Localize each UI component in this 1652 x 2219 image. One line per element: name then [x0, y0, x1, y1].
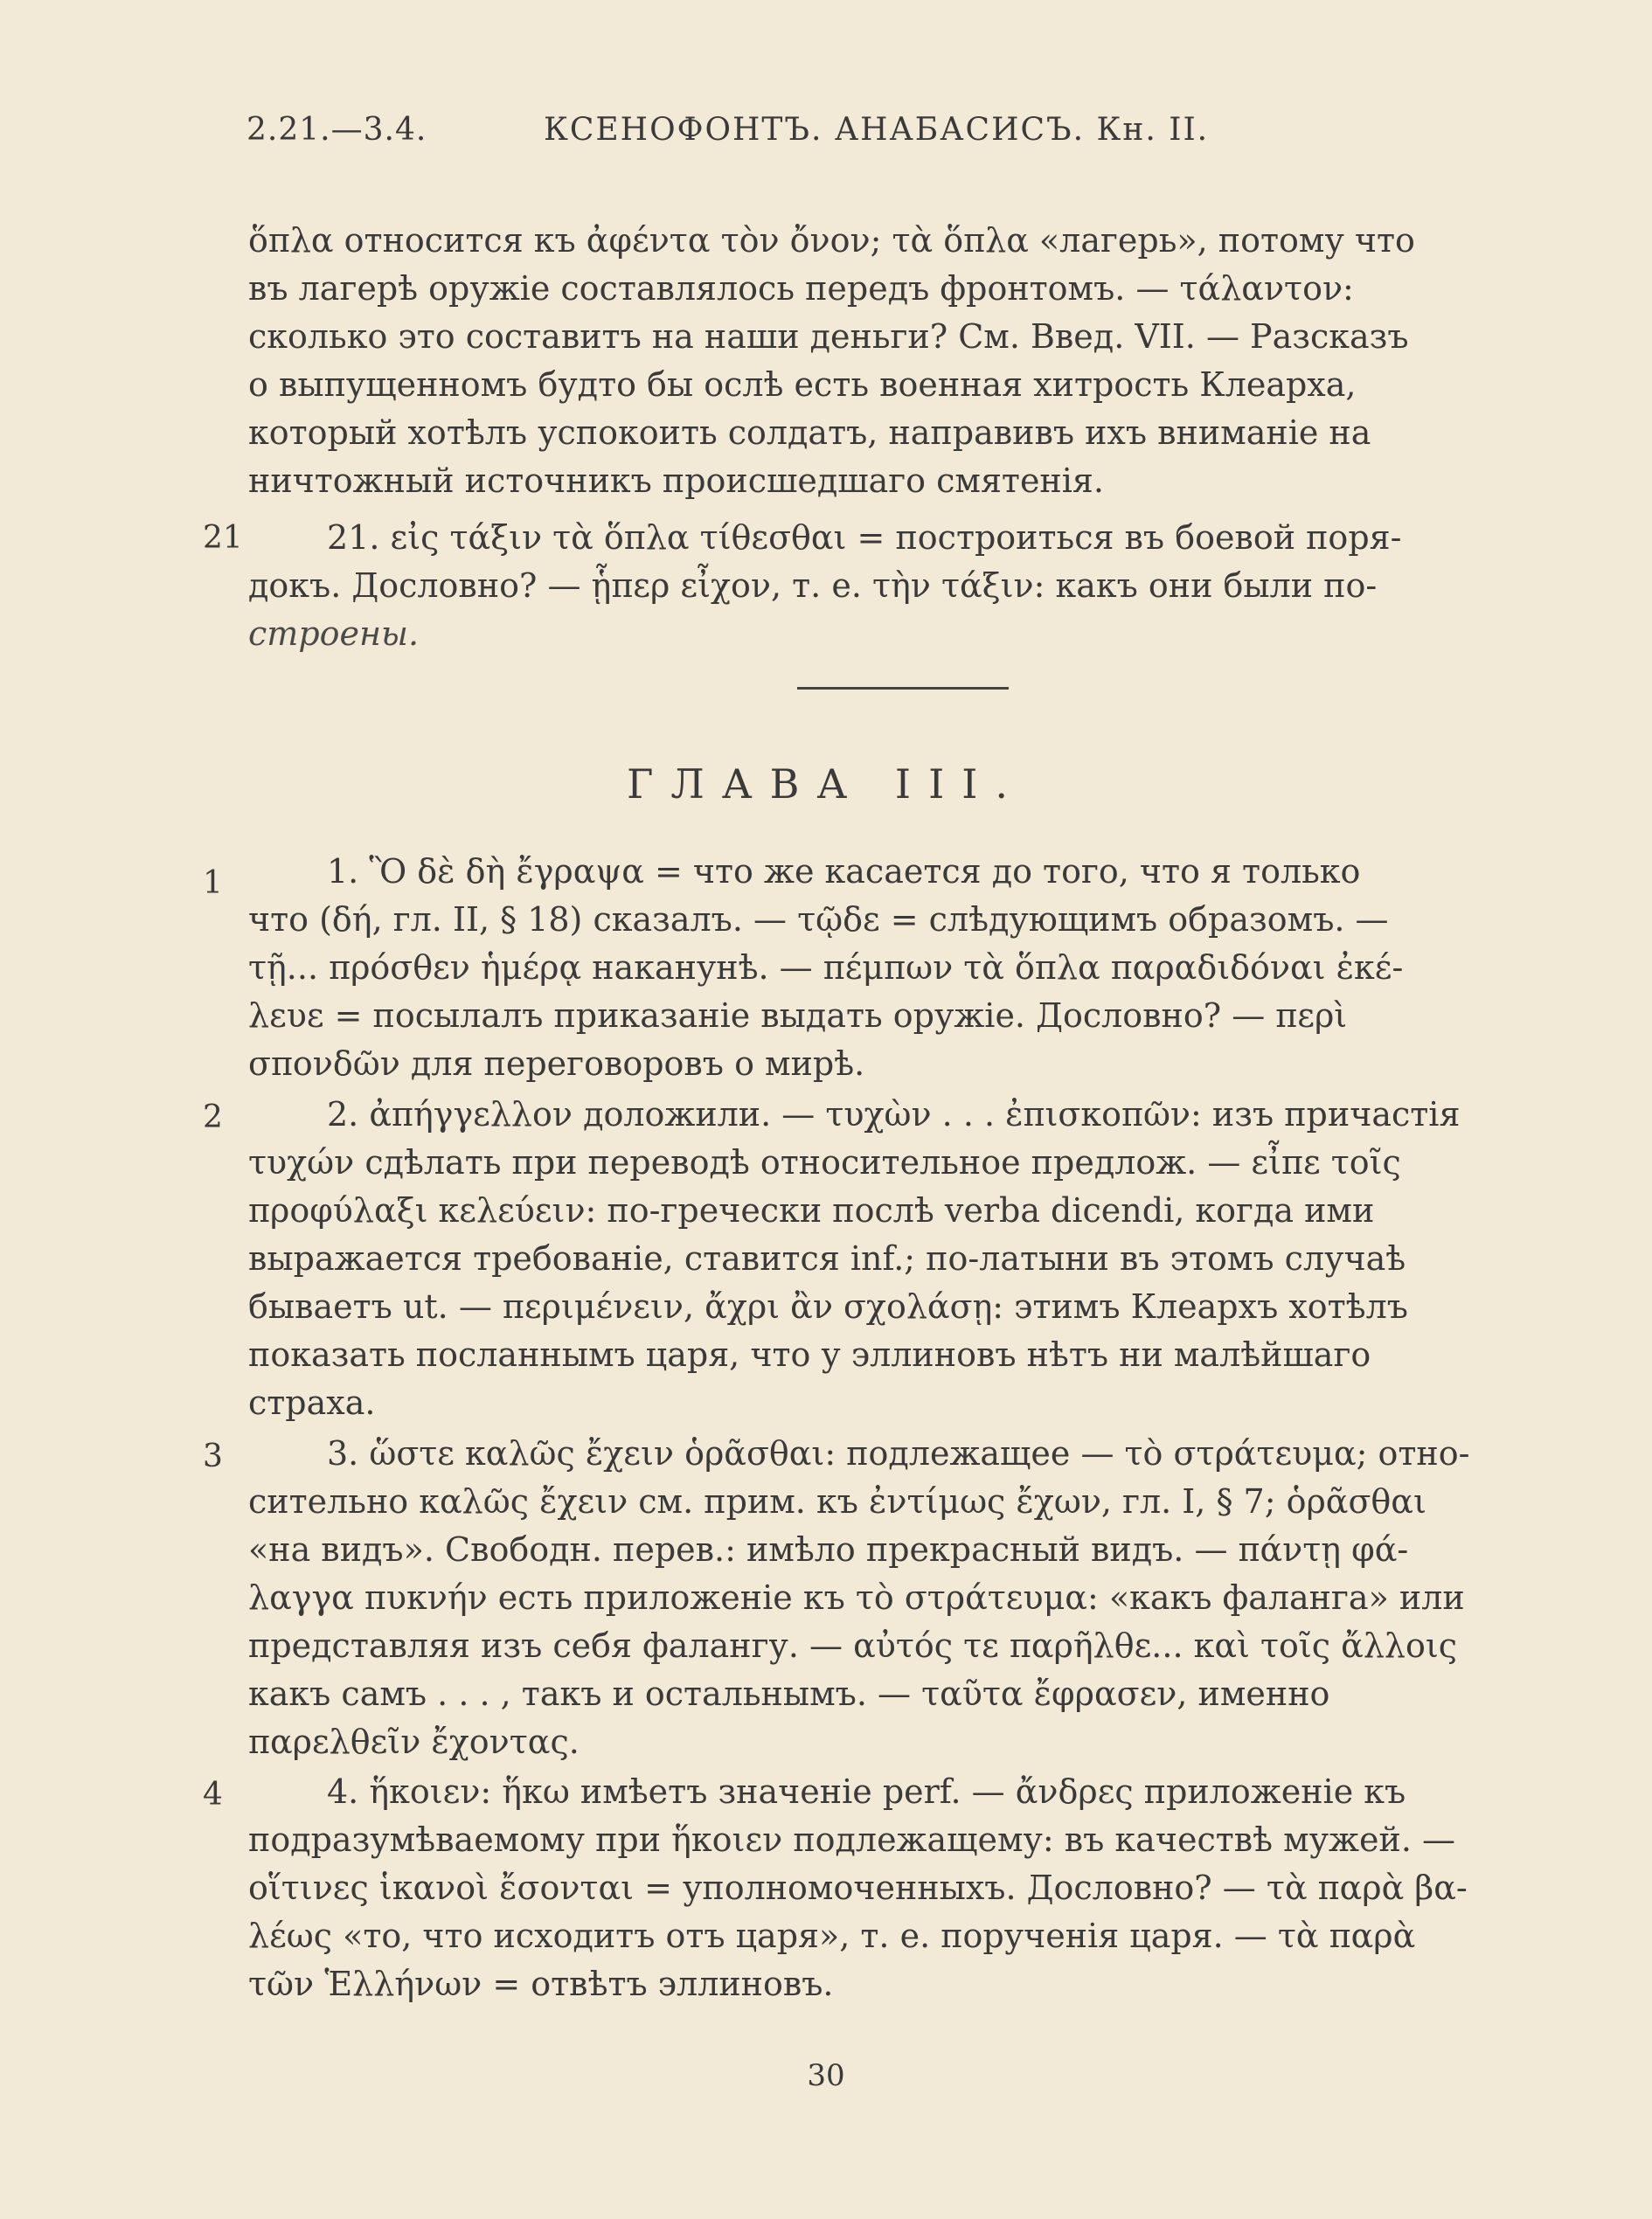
text-line: сколько это составитъ на наши деньги? См. Введ. VII. — Разсказъ — [248, 317, 1409, 356]
text-line: 3. ὥστε καλῶς ἔχειν ὁρᾶσθαι: подлежащее — τὸ στράτευμα; отно- — [327, 1434, 1470, 1473]
text-line: показать посланнымъ царя, что у эллиновъ нѣтъ ни малѣйшаго — [248, 1335, 1371, 1374]
text-line: 21. εἰς τάξιν τὰ ὅπλα τίθεσθαι = построиться въ боевой поря- — [327, 518, 1402, 557]
margin-number: 2 — [203, 1099, 223, 1135]
text-line: τυχών сдѣлать при переводѣ относительное предлож. — εἶπε τοῖς — [248, 1143, 1401, 1182]
note-paragraph-21 — [248, 514, 1552, 658]
text-line: о выпущенномъ будто бы ослѣ есть военная хитрость Клеарха, — [248, 365, 1357, 404]
text-line: строены. — [248, 614, 420, 653]
margin-number: 4 — [203, 1777, 223, 1813]
text-line: λέως «то, что исходитъ отъ царя», т. е. порученія царя. — τὰ παρὰ — [248, 1917, 1416, 1955]
margin-number: 1 — [203, 865, 223, 901]
text-line: προφύλαξι κελεύειν: по-гречески послѣ verba dicendi, когда ими — [248, 1191, 1375, 1230]
text-line: что (δή, гл. II, § 18) сказалъ. — τῷδε = слѣдующимъ образомъ. — — [248, 900, 1389, 939]
text-line: λευε = посылалъ приказаніе выдать оружіе. Дословно? — περὶ — [248, 996, 1348, 1035]
text-line: ничтожный источникъ происшедшаго смятенія. — [248, 461, 1104, 500]
margin-number: 3 — [203, 1439, 223, 1474]
text-line: σπονδῶν для переговоровъ о мирѣ. — [248, 1044, 865, 1083]
section-divider — [797, 687, 1009, 690]
text-line: ὅπλα относится къ ἀφέντα τὸν ὄνον; τὰ ὅπλα «лагерь», потому что — [248, 221, 1415, 260]
running-title: КСЕНОФОНТЪ. АНАБАСИСЪ. Кн. II. — [544, 112, 1210, 148]
text-line: какъ самъ . . . , такъ и остальнымъ. — ταῦτα ἔφρασεν, именно — [248, 1675, 1330, 1713]
text-line: подразумѣваемому при ἥκοιεν подлежащему: въ качествѣ мужей. — — [248, 1820, 1455, 1859]
text-line: «на видъ». Свободн. перев.: имѣло прекрасный видъ. — πάντῃ φά- — [248, 1530, 1409, 1569]
text-line: οἵτινες ἱκανοὶ ἔσονται = уполномоченныхъ. Дословно? — τὰ παρὰ βα- — [248, 1869, 1468, 1907]
text-line: παρελθεῖν ἔχοντας. — [248, 1723, 580, 1761]
note-paragraph-4 — [248, 1768, 1552, 2008]
text-line: 2. ἀπήγγελλον доложили. — τυχὼν . . . ἐπισκοπῶν: изъ причастія — [327, 1095, 1461, 1134]
text-line: представляя изъ себя фалангу. — αὐτός τε παρῆλθε... καὶ τοῖς ἄλλοις — [248, 1626, 1458, 1665]
note-paragraph-3 — [248, 1430, 1552, 1766]
section-reference: 2.21.—3.4. — [246, 112, 427, 148]
text-line: страха. — [248, 1383, 376, 1422]
text-line: выражается требованіе, ставится inf.; по-латыни въ этомъ случаѣ — [248, 1239, 1406, 1278]
text-line: τῇ... πρόσθεν ἡμέρᾳ наканунѣ. — πέμπων τὰ ὅπλα παραδιδόναι ἐκέ- — [248, 948, 1404, 987]
note-paragraph-1 — [248, 848, 1552, 1088]
margin-number: 21 — [203, 520, 243, 556]
text-line: 4. ἥκοιεν: ἥκω имѣетъ значеніе perf. — ἄνδρες приложеніе къ — [327, 1772, 1406, 1811]
text-line: τῶν Ἑλλήνων = отвѣтъ эллиновъ. — [248, 1965, 834, 2003]
running-header — [246, 112, 1558, 164]
chapter-heading: ГЛАВА III. — [626, 760, 1026, 808]
text-line: бываетъ ut. — περιμένειν, ἄχρι ἂν σχολάσῃ: этимъ Клеархъ хотѣлъ — [248, 1287, 1408, 1326]
continuation-paragraph — [248, 217, 1552, 505]
text-line: сительно καλῶς ἔχειν см. прим. къ ἐντίμως ἔχων, гл. I, § 7; ὁρᾶσθαι — [248, 1482, 1426, 1521]
note-paragraph-2 — [248, 1091, 1552, 1427]
text-line: 1. Ὃ δὲ δὴ ἔγραψα = что же касается до того, что я только — [327, 852, 1361, 891]
page-number: 30 — [807, 2058, 845, 2093]
text-line: который хотѣлъ успокоить солдатъ, направивъ ихъ вниманіе на — [248, 413, 1371, 452]
text-line: докъ. Дословно? — ᾗπερ εἶχον, т. е. τὴν τάξιν: какъ они были по- — [248, 566, 1378, 605]
text-line: λαγγα πυκνήν есть приложеніе къ τὸ στράτευμα: «какъ фаланга» или — [248, 1578, 1465, 1617]
text-line: въ лагерѣ оружіе составлялось передъ фронтомъ. — τάλαντον: — [248, 269, 1354, 308]
